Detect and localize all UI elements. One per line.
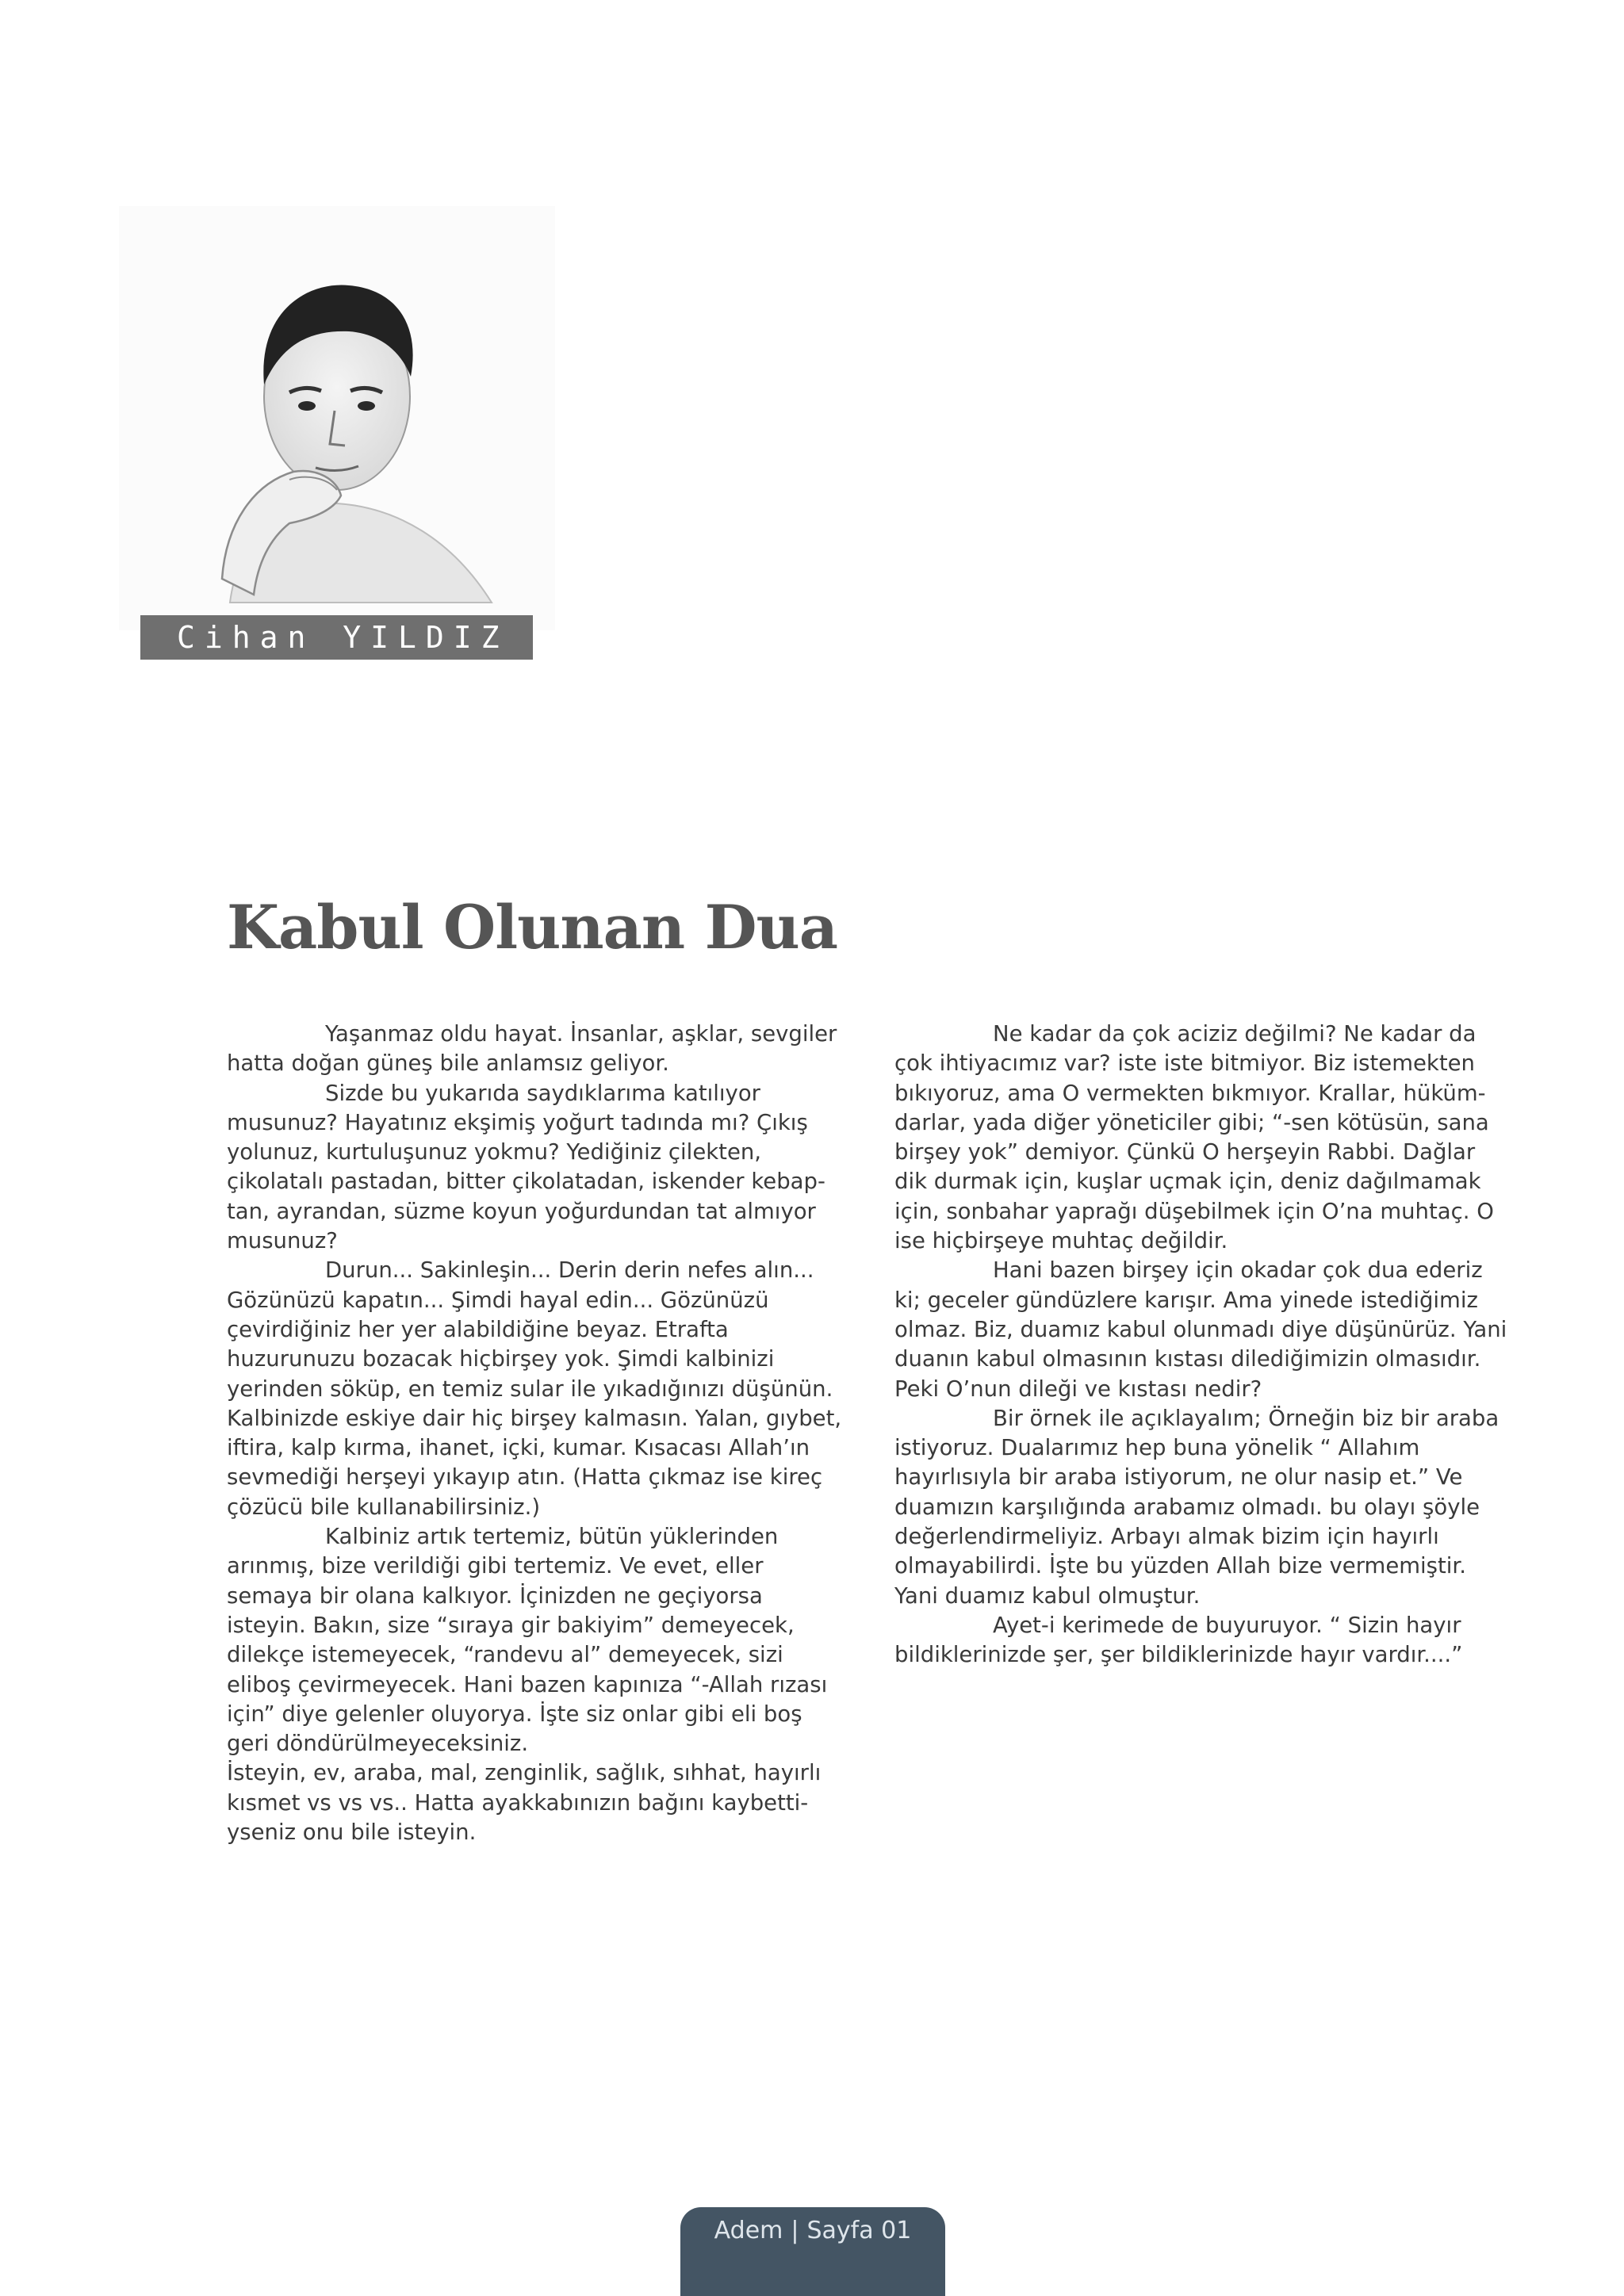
paragraph: İsteyin, ev, araba, mal, zenginlik, sağlık, sıhhat, hayırlı kısmet vs vs vs.. Hatta ayakkabınızın bağını kaybetti-yseniz onu bile isteyin. — [227, 1760, 822, 1846]
paragraph: Sizde bu yukarıda saydıklarıma katılıyor musunuz? Hayatınız ekşimiş yoğurt tadında mı? Çıkış yolunuz, kurtuluşunuz yokmu? Yediğiniz çilekten, çikolatalı pastadan, bitter çikolatadan, iskender kebap-tan, ayrandan, süzme koyun yoğurdundan tat almıyor musunuz? — [227, 1080, 825, 1254]
article-column-right — [894, 1020, 1513, 1670]
page-footer-tab — [680, 2207, 945, 2296]
article-column-left — [227, 1020, 845, 1847]
page-number: Sayfa 01 — [806, 2217, 912, 2244]
author-name: Cihan YILDIZ — [177, 620, 509, 655]
author-name-bar — [140, 615, 533, 660]
paragraph: Hani bazen birşey için okadar çok dua ederiz ki; geceler gündüzlere karışır. Ama yinede istediğimiz olmaz. Biz, duamız kabul olunmadı diye düşünürüz. Yani duanın kabul olmasının kıstası dilediğimizin olmasıdır. Peki O’nun dileği ve kıstası nedir? — [894, 1257, 1507, 1402]
paragraph: Kalbiniz artık tertemiz, bütün yüklerinden arınmış, bize verildiği gibi tertemiz. Ve evet, eller semaya bir olana kalkıyor. İçinizden ne geçiyorsa isteyin. Bakın, size “sıraya gir bakiyim” demeyecek, dilekçe istemeyecek, “randevu al” demeyecek, sizi eliboş çevirmeyecek. Hani bazen kapınıza “-Allah rızası için” diye gelenler oluyorya. İşte siz onlar gibi eli boş geri döndürülmeyeceksiniz. — [227, 1524, 828, 1757]
author-photo — [119, 206, 555, 630]
footer-separator: | — [791, 2217, 799, 2244]
paragraph: Durun... Sakinleşin... Derin derin nefes alın... Gözünüzü kapatın... Şimdi hayal edin... Gözünüzü çevirdiğiniz her yer alabildiğine beyaz. Etrafta huzurunuzu bozacak hiçbirşey yok. Şimdi kalbinizi yerinden söküp, en temiz sular ile yıkadığınızı düşünün. Kalbinizde eskiye dair hiç birşey kalmasın. Yalan, gıybet, iftira, kalp kırma, ihanet, içki, kumar. Kısacası Allah’ın sevmediği herşeyi yıkayıp atın. (Hatta çıkmaz ise kireç çözücü bile kullanabilirsiniz.) — [227, 1257, 842, 1520]
article-title: Kabul Olunan Dua — [227, 892, 837, 962]
paragraph: Bir örnek ile açıklayalım; Örneğin biz bir araba istiyoruz. Dualarımız hep buna yönelik “ Allahım hayırlısıyla bir araba istiyorum, ne olur nasip et.” Ve duamızın karşılığında arabamız olmadı. bu olayı şöyle değerlendirmeliyiz. Arbayı almak bizim için hayırlı olmayabilirdi. İşte bu yüzden Allah bize vermemiştir. Yani duamız kabul olmuştur. — [894, 1405, 1500, 1609]
paragraph: Ayet-i kerimede de buyuruyor. “ Sizin hayır bildiklerinizde şer, şer bildiklerinizde hayır vardır....” — [894, 1612, 1463, 1668]
author-portrait-image — [119, 206, 555, 630]
magazine-name: Adem — [714, 2217, 783, 2244]
paragraph: Yaşanmaz oldu hayat. İnsanlar, aşklar, sevgiler hatta doğan güneş bile anlamsız geliyor. — [227, 1021, 837, 1077]
paragraph: Ne kadar da çok aciziz değilmi? Ne kadar da çok ihtiyacımız var? iste iste bitmiyor. Biz istemekten bıkıyoruz, ama O vermekten bıkmıyor. Krallar, hüküm-darlar, yada diğer yöneticiler gibi; “-sen kötüsün, sana birşey yok” demiyor. Çünkü O herşeyin Rabbi. Dağlar dik durmak için, kuşlar uçmak için, deniz dağılmamak için, sonbahar yaprağı düşebilmek için O’na muhtaç. O ise hiçbirşeye muhtaç değildir. — [894, 1021, 1494, 1254]
